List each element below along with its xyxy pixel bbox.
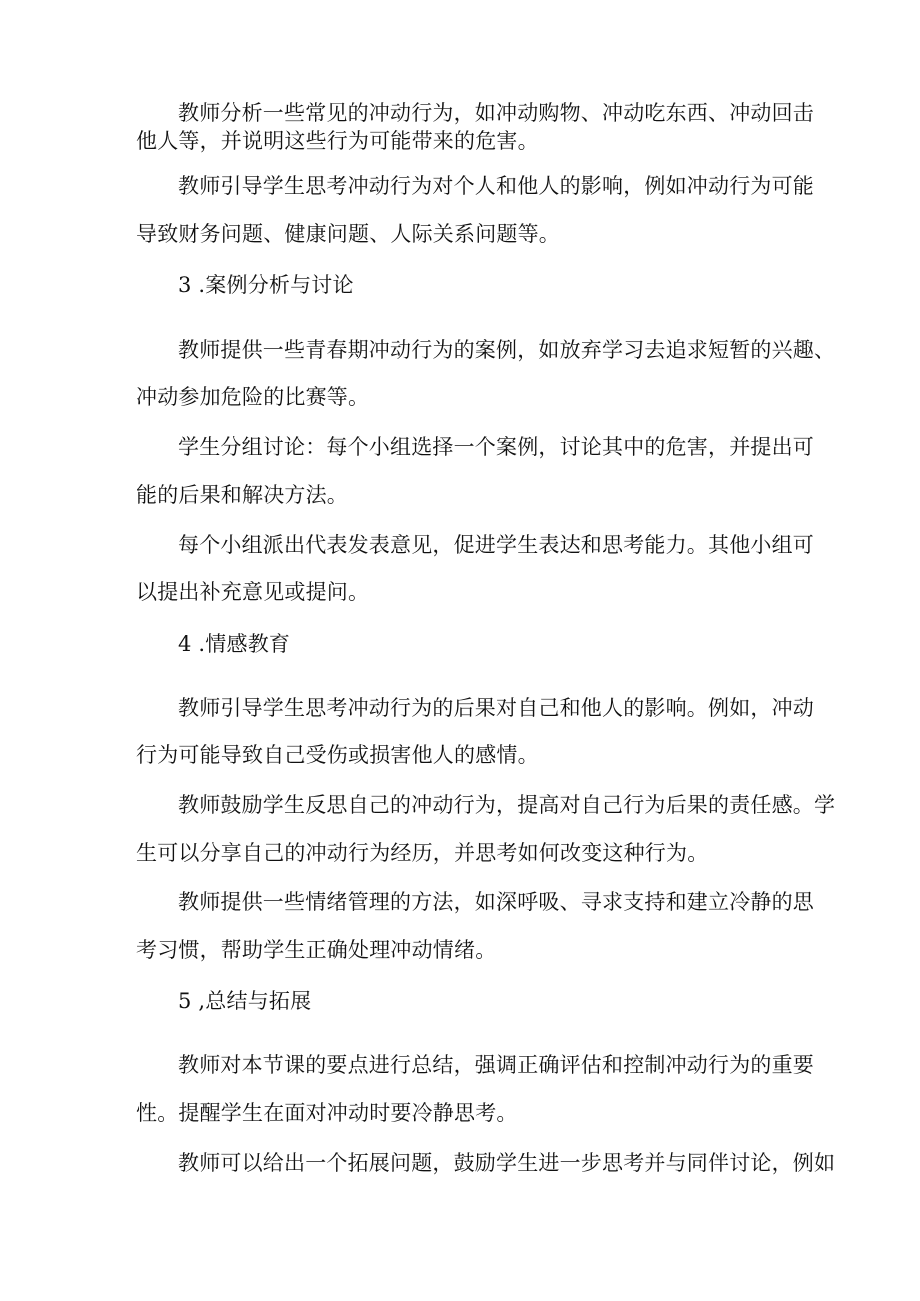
paragraph-line: 教师提供一些情绪管理的方法，如深呼吸、寻求支持和建立冷静的思 xyxy=(178,890,814,914)
paragraph-line: 教师鼓励学生反思自己的冲动行为，提高对自己行为后果的责任感。学 xyxy=(178,793,836,817)
paragraph-line: 考习惯，帮助学生正确处理冲动情绪。 xyxy=(136,938,497,962)
paragraph-line: 教师提供一些青春期冲动行为的案例，如放弃学习去追求短暂的兴趣、 xyxy=(178,338,836,362)
paragraph-line: 导致财务问题、健康问题、人际关系问题等。 xyxy=(136,222,560,246)
paragraph-line: 每个小组派出代表发表意见，促进学生表达和思考能力。其他小组可 xyxy=(178,533,814,557)
section-heading: 5 ,总结与拓展 xyxy=(178,989,312,1013)
paragraph-line: 教师对本节课的要点进行总结，强调正确评估和控制冲动行为的重要 xyxy=(178,1053,814,1077)
section-heading: 4 .情感教育 xyxy=(178,632,291,656)
paragraph-line: 教师可以给出一个拓展问题，鼓励学生进一步思考并与同伴讨论，例如 xyxy=(178,1151,836,1175)
paragraph-line: 以提出补充意见或提问。 xyxy=(136,580,370,604)
paragraph-line: 性。提醒学生在面对冲动时要冷静思考。 xyxy=(136,1101,518,1125)
paragraph-line: 他人等，并说明这些行为可能带来的危害。 xyxy=(136,129,539,153)
paragraph-line: 生可以分享自己的冲动行为经历，并思考如何改变这种行为。 xyxy=(136,841,709,865)
paragraph-line: 冲动参加危险的比赛等。 xyxy=(136,385,370,409)
paragraph-line: 学生分组讨论：每个小组选择一个案例，讨论其中的危害，并提出可 xyxy=(178,435,814,459)
paragraph-line: 教师引导学生思考冲动行为对个人和他人的影响，例如冲动行为可能 xyxy=(178,174,814,198)
paragraph-line: 教师引导学生思考冲动行为的后果对自己和他人的影响。例如，冲动 xyxy=(178,696,814,720)
paragraph-line: 能的后果和解决方法。 xyxy=(136,483,348,507)
paragraph-line: 教师分析一些常见的冲动行为，如冲动购物、冲动吃东西、冲动回击 xyxy=(178,101,814,125)
section-heading: 3 .案例分析与讨论 xyxy=(178,273,354,297)
paragraph-line: 行为可能导致自己受伤或损害他人的感情。 xyxy=(136,743,539,767)
